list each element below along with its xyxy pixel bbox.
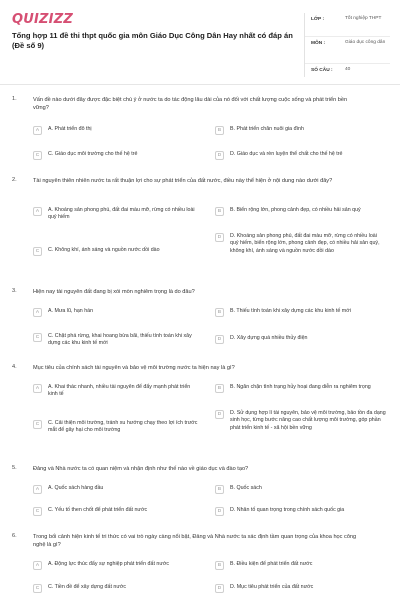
option-text: D. Nhân tố quan trọng trong chính sách quốc gia <box>230 507 345 513</box>
option-text: B. Điều kiện để phát triển đất nước <box>230 561 313 567</box>
option-text: D. Xây dựng quá nhiều thủy điện <box>230 335 308 341</box>
option-d[interactable] <box>215 507 390 516</box>
option-text: D. Sử dụng hợp lí tài nguyên, bảo vệ môi trường, bảo tồn đa dạng sinh học, từng bước nâng cao chất lượng môi trường, góp phần phát triển kinh tế - xã hội bền vững <box>230 410 386 431</box>
option-letter: C <box>33 420 42 429</box>
option-letter: D <box>215 410 224 419</box>
option-d[interactable] <box>215 233 390 255</box>
lop-value: Tốt nghiệp THPT <box>345 16 382 21</box>
mon-label: MÔN : <box>311 41 326 46</box>
option-text: A. Động lực thúc đẩy sự nghiệp phát triển đất nước <box>48 561 169 567</box>
option-letter: A <box>33 384 42 393</box>
socau-label: SỐ CÂU : <box>311 68 333 73</box>
option-d[interactable] <box>215 410 390 432</box>
option-d[interactable] <box>215 584 390 593</box>
option-letter: D <box>215 151 224 160</box>
option-b[interactable] <box>215 384 390 393</box>
option-c[interactable] <box>33 584 215 593</box>
question-text: Tài nguyên thiên nhiên nước ta rất thuận lợi cho sự phát triển của đất nước, điều này thể hiện ở nội dung nào dưới đây? <box>33 178 333 184</box>
meta-row-lop <box>305 13 390 37</box>
option-b[interactable] <box>215 561 390 570</box>
option-text: C. Giáo dục môi trường cho thế hệ trẻ <box>48 151 138 157</box>
option-letter: A <box>33 207 42 216</box>
question-number: 5. <box>12 465 17 471</box>
option-text: A. Khoáng sản phong phú, đất đai màu mỡ, rừng có nhiều loài quý hiếm <box>48 207 195 221</box>
option-b[interactable] <box>215 308 390 317</box>
option-letter: D <box>215 335 224 344</box>
question-number: 6. <box>12 533 17 539</box>
option-c[interactable] <box>33 507 215 516</box>
option-letter: B <box>215 308 224 317</box>
option-text: A. Khai thác nhanh, nhiều tài nguyên để đẩy mạnh phát triển kinh tế <box>48 384 191 398</box>
meta-row-mon <box>305 37 390 64</box>
worksheet-header <box>0 0 400 82</box>
option-a[interactable] <box>33 308 215 317</box>
option-letter: B <box>215 384 224 393</box>
option-c[interactable] <box>33 333 215 348</box>
option-letter: C <box>33 247 42 256</box>
option-letter: B <box>215 207 224 216</box>
question-number: 1. <box>12 96 17 102</box>
option-letter: B <box>215 485 224 494</box>
option-text: C. Không khí, ánh sáng và nguồn nước dồi dào <box>48 247 160 253</box>
option-letter: D <box>215 507 224 516</box>
option-text: B. Quốc sách <box>230 485 262 491</box>
option-b[interactable] <box>215 207 390 216</box>
option-a[interactable] <box>33 384 215 399</box>
question-number: 4. <box>12 364 17 370</box>
option-letter: D <box>215 233 224 242</box>
question-text: Mục tiêu của chính sách tài nguyên và bảo vệ môi trường nước ta hiện nay là gì? <box>33 365 235 371</box>
option-text: C. Chặt phá rừng, khai hoang bừa bãi, thiếu tính toán khi xây dựng các khu kinh tế mới <box>48 333 192 347</box>
option-text: A. Quốc sách hàng đầu <box>48 485 104 491</box>
option-letter: C <box>33 333 42 342</box>
option-letter: A <box>33 308 42 317</box>
option-c[interactable] <box>33 420 215 435</box>
question-text: Đảng và Nhà nước ta có quan niệm và nhận định như thế nào về giáo dục và đào tạo? <box>33 466 249 472</box>
option-a[interactable] <box>33 207 215 222</box>
option-text: D. Giáo dục và rèn luyện thể chất cho thế hệ trẻ <box>230 151 343 157</box>
option-letter: B <box>215 126 224 135</box>
quizizz-logo: QUIZIZZ <box>12 12 73 27</box>
mon-value: Giáo dục công dân <box>345 40 386 45</box>
option-c[interactable] <box>33 247 215 256</box>
option-text: C. Cải thiện môi trường, tránh xu hướng chạy theo lợi ích trước mắt để gây hại cho môi trường <box>48 420 198 434</box>
option-c[interactable] <box>33 151 215 160</box>
option-text: B. Biển rộng lớn, phong cảnh đẹp, có nhiều hải sản quý <box>230 207 361 213</box>
option-text: B. Phát triển chăn nuôi gia đình <box>230 126 304 132</box>
meta-row-socau <box>305 64 390 77</box>
option-letter: B <box>215 561 224 570</box>
option-b[interactable] <box>215 485 390 494</box>
header-divider <box>0 84 400 85</box>
option-text: A. Phát triển đô thị <box>48 126 92 132</box>
option-letter: D <box>215 584 224 593</box>
option-d[interactable] <box>215 151 390 160</box>
option-text: C. Tiền đề để xây dựng đất nước <box>48 584 126 590</box>
option-d[interactable] <box>215 335 390 344</box>
lop-label: LỚP : <box>311 17 325 22</box>
option-text: A. Mưa lũ, hạn hán <box>48 308 94 314</box>
worksheet-title: Tổng hợp 11 đề thi thpt quốc gia môn Giáo Dục Công Dân Hay nhất có đáp án (Đề số 9) <box>12 31 293 50</box>
option-letter: C <box>33 151 42 160</box>
question-text: Trong bối cảnh hiện kinh tế tri thức có vai trò ngày càng nổi bật, Đảng và Nhà nước ta xác định tầm quan trọng của khoa học công nghệ là gì? <box>33 534 357 548</box>
option-letter: A <box>33 561 42 570</box>
option-a[interactable] <box>33 561 215 570</box>
option-letter: C <box>33 507 42 516</box>
option-b[interactable] <box>215 126 390 135</box>
question-number: 2. <box>12 177 17 183</box>
option-a[interactable] <box>33 485 215 494</box>
question-number: 3. <box>12 288 17 294</box>
option-text: B. Thiếu tính toán khi xây dựng các khu kinh tế mới <box>230 308 351 314</box>
option-letter: C <box>33 584 42 593</box>
worksheet-meta <box>304 13 390 77</box>
option-text: B. Ngăn chặn tình trạng hủy hoại đang diễn ra nghiêm trọng <box>230 384 371 390</box>
option-text: D. Khoáng sản phong phú, đất đai màu mỡ, rừng có nhiều loài quý hiếm, biển rộng lớn, phong cảnh đẹp, có nhiều hải sản quý, không khí, ánh sáng và nguồn nước dồi dào <box>230 233 380 254</box>
option-a[interactable] <box>33 126 215 135</box>
option-text: C. Yếu tố then chốt để phát triển đất nước <box>48 507 148 513</box>
option-text: D. Mục tiêu phát triển của đất nước <box>230 584 314 590</box>
question-text: Vấn đề nào dưới đây được đặc biệt chú ý ở nước ta do tác động lâu dài của nó đối với chất lượng cuộc sống và phát triển bền vững? <box>33 97 348 111</box>
question-text: Hiện nay tài nguyên đất đang bị xói mòn nghiêm trọng là do đâu? <box>33 289 195 295</box>
option-letter: A <box>33 126 42 135</box>
socau-value: 40 <box>345 67 351 72</box>
option-letter: A <box>33 485 42 494</box>
